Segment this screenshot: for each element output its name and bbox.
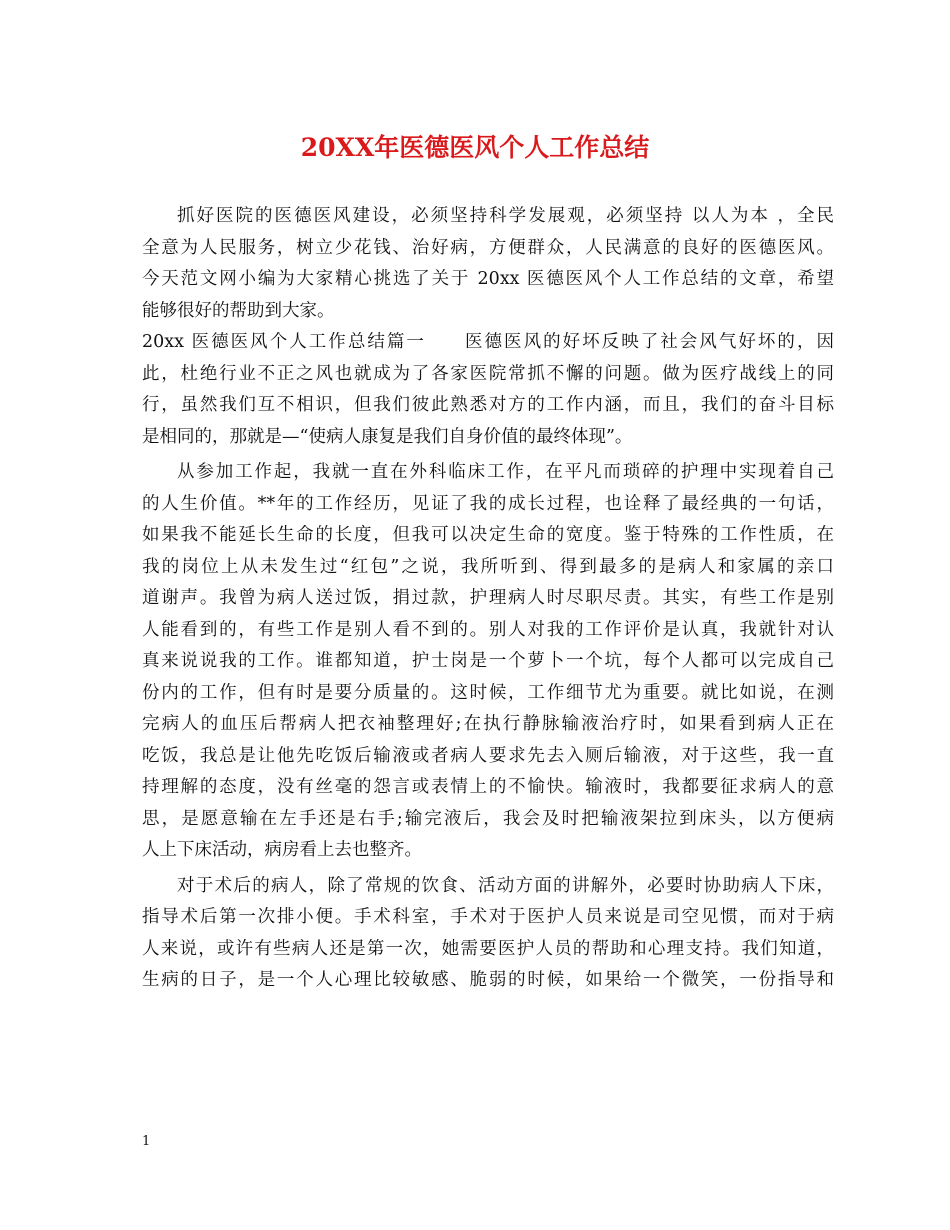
text-line: 如果我不能延长生命的长度，但我可以决定生命的宽度。鉴于特殊的工作性质，在 [142,525,834,545]
text-line: 全意为人民服务，树立少花钱、治好病，方便群众，人民满意的良好的医德医风。 [142,237,834,258]
text-line: 今天范文网小编为大家精心挑选了关于 20xx 医德医风个人工作总结的文章，希望 [142,269,834,289]
text-line: 是相同的，那就是—“使病人康复是我们自身价值的最终体现”。 [142,426,633,447]
text-line: 的人生价值。**年的工作经历，见证了我的成长过程，也诠释了最经典的一句话， [142,493,834,514]
text-line: 思，是愿意输在左手还是右手;输完液后，我会及时把输液架拉到床头，以方便病 [142,808,834,829]
text-line: 道谢声。我曾为病人送过饭，捐过款，护理病人时尽职尽责。其实，有些工作是别 [142,588,834,608]
text-line: 指导术后第一次排小便。手术科室，手术对于医护人员来说是司空见惯，而对于病 [142,907,834,927]
document-body [142,201,834,997]
text-line: 人来说，或许有些病人还是第一次，她需要医护人员的帮助和心理支持。我们知道， [142,938,834,959]
text-line: 行，虽然我们互不相识，但我们彼此熟悉对方的工作内涵，而且，我们的奋斗目标 [142,395,834,415]
text-line: 我的岗位上从未发生过“红包”之说，我所听到、得到最多的是病人和家属的亲口 [142,556,834,577]
document-title: 20XX年医德医风个人工作总结 [300,133,650,162]
text-line: 生病的日子，是一个人心理比较敏感、脆弱的时候，如果给一个微笑，一份指导和 [142,970,834,990]
text-line: 人能看到的，有些工作是别人看不到的。别人对我的工作评价是认真，我就针对认 [142,619,834,640]
text-line: 20xx 医德医风个人工作总结篇一 医德医风的好坏反映了社会风气好坏的，因 [142,332,834,352]
page-number: 1 [142,1134,151,1149]
text-line: 从参加工作起，我就一直在外科临床工作，在平凡而琐碎的护理中实现着自己 [177,462,834,482]
text-line: 人上下床活动，病房看上去也整齐。 [142,840,422,860]
text-line: 能够很好的帮助到大家。 [142,300,335,321]
text-line: 真来说说我的工作。谁都知道，护士岗是一个萝卜一个坑，每个人都可以完成自己 [142,651,834,671]
text-line: 完病人的血压后帮病人把衣袖整理好;在执行静脉输液治疗时，如果看到病人正在 [142,714,834,734]
text-line: 抓好医院的医德医风建设，必须坚持科学发展观，必须坚持 以人为本 ，全民 [177,206,834,226]
text-line: 此，杜绝行业不正之风也就成为了各家医院常抓不懈的问题。做为医疗战线上的同 [142,363,834,384]
text-line: 份内的工作，但有时是要分质量的。这时候，工作细节尤为重要。就比如说，在测 [142,682,834,703]
text-line: 持理解的态度，没有丝毫的怨言或表情上的不愉快。输液时，我都要征求病人的意 [142,777,834,797]
text-line: 吃饭，我总是让他先吃饭后输液或者病人要求先去入厕后输液，对于这些，我一直 [142,745,834,766]
text-line: 对于术后的病人，除了常规的饮食、活动方面的讲解外，必要时协助病人下床， [177,875,834,896]
